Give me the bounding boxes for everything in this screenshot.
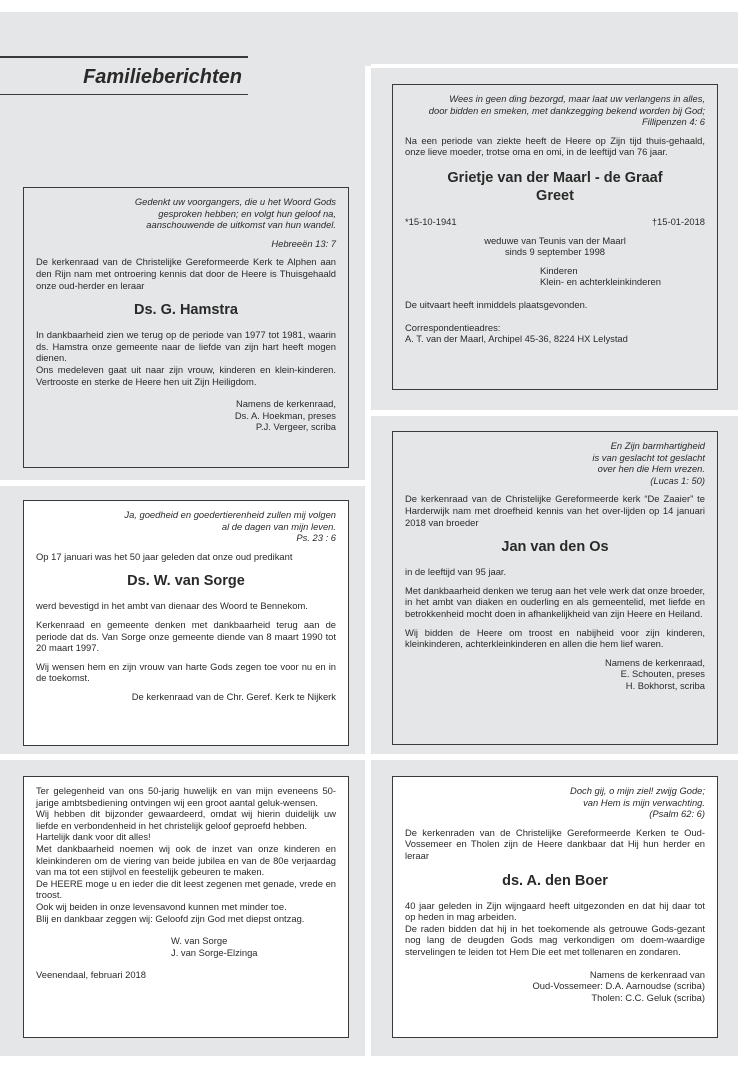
body-text: Wij bidden de Heere om troost en nabijheid voor zijn kinderen, kleinkinderen, achterkleinkinderen en allen die hem lief waren. bbox=[405, 626, 705, 650]
quote-line: En Zijn barmhartigheid bbox=[610, 440, 705, 451]
page-title: Familieberichten bbox=[83, 65, 242, 88]
announcement-den-boer bbox=[392, 776, 718, 1038]
quote-line: over hen die Hem vrezen. bbox=[597, 463, 705, 475]
quote-reference: Ps. 23 : 6 bbox=[296, 532, 336, 544]
life-dates bbox=[405, 216, 705, 228]
message-paragraph: De HEERE moge u en ieder die dit leest zegenen met genade, vrede en troost. bbox=[36, 877, 336, 901]
announcement-hamstra bbox=[23, 187, 349, 468]
intro-text: De kerkenraad van de Christelijke Gereformeerde Kerk te Alphen aan den Rijn nam met ontroering kennis dat door de Heere is Thuisgehaald onze oud-herder en leraar bbox=[36, 256, 336, 291]
quote-line: al de dagen van mijn leven. bbox=[221, 520, 336, 532]
place-date: Veenendaal, februari 2018 bbox=[36, 969, 146, 981]
quote-line: is van geslacht tot geslacht bbox=[592, 451, 705, 463]
quote-line: van Hem is mijn verwachting. bbox=[583, 796, 705, 808]
quote-reference: Hebreeën 13: 7 bbox=[271, 237, 336, 249]
signature-line: De kerkenraad van de Chr. Geref. Kerk te Nijkerk bbox=[131, 690, 336, 702]
bible-quote bbox=[36, 509, 336, 544]
quote-line: Wees in geen ding bezorgd, maar laat uw verlangens in alles, bbox=[449, 93, 705, 104]
widow-info bbox=[405, 235, 705, 258]
row-divider bbox=[371, 410, 738, 416]
bible-quote bbox=[405, 93, 705, 128]
quote-line: aanschouwende de uitkomst van hun wandel. bbox=[146, 219, 336, 231]
intro-text: Na een periode van ziekte heeft de Heere op Zijn tijd thuis-gehaald, onze lieve moeder, trotse oma en omi, in de leeftijd van 76 jaar. bbox=[405, 134, 705, 158]
signature-line: J. van Sorge-Elzinga bbox=[171, 946, 258, 958]
person-name: Jan van den Os bbox=[501, 539, 609, 556]
signature-line: Oud-Vossemeer: D.A. Aarnoudse (scriba) bbox=[532, 980, 705, 992]
death-date: †15-01-2018 bbox=[651, 215, 705, 227]
obituary-van-der-maarl bbox=[392, 84, 718, 390]
quote-reference: Fillipenzen 4: 6 bbox=[641, 116, 705, 128]
signature-block bbox=[405, 969, 705, 1004]
person-name: Ds. W. van Sorge bbox=[127, 573, 245, 590]
intro-text: Op 17 januari was het 50 jaar geleden dat onze oud predikant bbox=[36, 550, 293, 562]
quote-line: Doch gij, o mijn ziel! zwijg Gode; bbox=[570, 785, 705, 796]
birth-date: *15-10-1941 bbox=[405, 215, 457, 227]
signature-line: H. Bokhorst, scriba bbox=[625, 679, 705, 691]
quote-line: gesproken hebben; en volgt hun geloof na, bbox=[158, 207, 336, 219]
person-name: ds. A. den Boer bbox=[502, 872, 608, 889]
body-text: Wij wensen hem en zijn vrouw van harte Gods zegen toe voor nu en in de toekomst. bbox=[36, 660, 336, 684]
body-text: In dankbaarheid zien we terug op de periode van 1977 tot 1981, waarin ds. Hamstra onze gemeente naar de liefde van zijn hart heeft mogen dienen. bbox=[36, 329, 336, 364]
body-text: 40 jaar geleden in Zijn wijngaard heeft uitgezonden en dat hij daar tot op heden in mag arbeiden. bbox=[405, 899, 705, 923]
thank-you-message bbox=[23, 776, 349, 1038]
quote-line: Ja, goedheid en goedertierenheid zullen mij volgen bbox=[124, 509, 336, 520]
funeral-note: De uitvaart heeft inmiddels plaatsgevonden. bbox=[405, 298, 588, 310]
signature-block bbox=[36, 935, 336, 958]
row-divider bbox=[371, 754, 738, 760]
body-text: De raden bidden dat hij in het toekomende als getrouwe Gods-gezant nog lang de deugden Gods mag verkondigen om doem-waardige stervelingen te leiden tot Hem Die eet met tollenaren en zondaren. bbox=[405, 922, 705, 957]
family-line: Klein- en achterkleinkinderen bbox=[540, 276, 661, 288]
person-nickname: Greet bbox=[536, 187, 574, 204]
body-text: werd bevestigd in het ambt van dienaar des Woord te Bennekom. bbox=[36, 600, 308, 612]
message-paragraph: Wij hebben dit bijzonder gewaardeerd, omdat wij hierin duidelijk uw liefde en verbondenheid in het christelijk geloof geproefd hebben. bbox=[36, 808, 336, 831]
row-divider bbox=[0, 754, 365, 760]
message-paragraph: Ter gelegenheid van ons 50-jarig huwelijk en van mijn eveneens 50-jarige ambtsbediening ontvingen wij een groot aantal geluk-wensen. bbox=[36, 785, 336, 808]
top-divider bbox=[371, 64, 738, 68]
signature-line: Tholen: C.C. Geluk (scriba) bbox=[591, 991, 705, 1003]
signature-line: E. Schouten, preses bbox=[620, 668, 705, 680]
person-name: Grietje van der Maarl - de Graaf bbox=[447, 169, 663, 186]
quote-line: Gedenkt uw voorgangers, die u het Woord Gods bbox=[134, 196, 336, 207]
bible-quote bbox=[405, 785, 705, 820]
signature-block bbox=[36, 398, 336, 433]
header-rule-bottom bbox=[0, 94, 248, 96]
signature-line: W. van Sorge bbox=[171, 935, 228, 947]
quote-reference: (Psalm 62: 6) bbox=[649, 808, 705, 820]
intro-text: De kerkenraden van de Christelijke Gereformeerde Kerken te Oud-Vossemeer en Tholen zijn de Heere dankbaar dat Hij hun herder en leraar bbox=[405, 826, 705, 861]
family-block bbox=[405, 265, 705, 288]
age-text: in de leeftijd van 95 jaar. bbox=[405, 566, 507, 578]
bible-quote bbox=[405, 440, 705, 486]
announcement-van-sorge bbox=[23, 500, 349, 746]
family-line: Kinderen bbox=[540, 264, 578, 276]
correspondence-address: A. T. van der Maarl, Archipel 45-36, 8224 HX Lelystad bbox=[405, 333, 628, 345]
message-paragraph: Blij en dankbaar zeggen wij: Geloofd zijn God met diepst ontzag. bbox=[36, 912, 305, 924]
body-text: Ons medeleven gaat uit naar zijn vrouw, kinderen en klein-kinderen. Vertrooste en sterke de Heere hen uit Zijn Heiligdom. bbox=[36, 363, 336, 387]
message-paragraph: Met dankbaarheid noemen wij ook de inzet van onze kinderen en kleinkinderen om de viering van beide jubilea en van de 80e verjaardag van ma tot een stijlvol en feestelijk gebeuren te maken. bbox=[36, 842, 336, 878]
quote-reference: (Lucas 1: 50) bbox=[650, 474, 705, 486]
signature-block bbox=[405, 657, 705, 692]
signature-line: P.J. Vergeer, scriba bbox=[255, 421, 336, 433]
person-name: Ds. G. Hamstra bbox=[134, 302, 238, 319]
intro-text: De kerkenraad van de Christelijke Gereformeerde kerk “De Zaaier” te Harderwijk nam met droefheid kennis van het over-lijden op 14 januari 2018 van broeder bbox=[405, 493, 705, 528]
bible-quote bbox=[36, 196, 336, 231]
signature-line: Ds. A. Hoekman, preses bbox=[234, 409, 336, 421]
column-divider bbox=[365, 66, 371, 1056]
widow-line: sinds 9 september 1998 bbox=[504, 246, 606, 258]
signature-line: Namens de kerkenraad van bbox=[589, 968, 705, 980]
body-text: Kerkenraad en gemeente denken met dankbaarheid terug aan de periode dat ds. Van Sorge onze gemeente diende van 8 maart 1990 tot 20 maart 1997. bbox=[36, 618, 336, 654]
signature-line: Namens de kerkenraad, bbox=[235, 398, 336, 410]
obituary-van-den-os bbox=[392, 431, 718, 745]
body-text: Met dankbaarheid denken we terug aan het vele werk dat onze broeder, in het ambt van diaken en ouderling en als gemeentelid, met liefde en betrokkenheid mocht doen in afhankelijkheid van zijn Heere en Heiland. bbox=[405, 584, 705, 619]
section-header bbox=[0, 56, 248, 95]
message-paragraph: Ook wij beiden in onze levensavond kunnen met minder toe. bbox=[36, 900, 287, 912]
signature-line: Namens de kerkenraad, bbox=[604, 656, 705, 668]
widow-line: weduwe van Teunis van der Maarl bbox=[484, 234, 626, 246]
message-paragraph: Hartelijk dank voor dit alles! bbox=[36, 831, 151, 843]
correspondence-label: Correspondentieadres: bbox=[405, 321, 501, 333]
quote-line: door bidden en smeken, met dankzegging bekend worden bij God; bbox=[428, 104, 705, 116]
row-divider bbox=[0, 480, 365, 486]
